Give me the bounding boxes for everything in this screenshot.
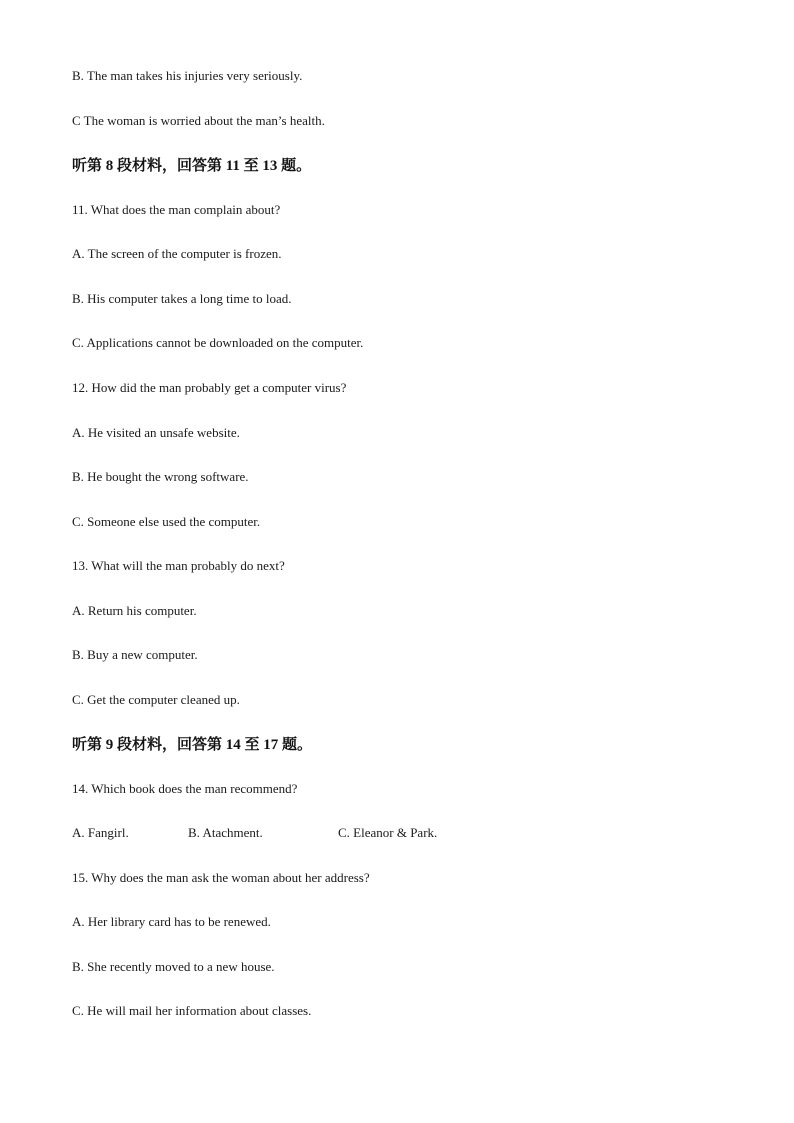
- option-c-q10: C The woman is worried about the man’s health.: [72, 113, 325, 128]
- option-c-q12: C. Someone else used the computer.: [72, 514, 261, 529]
- question-13: 13. What will the man probably do next?: [72, 558, 285, 573]
- option-c-q11: C. Applications cannot be downloaded on the computer.: [72, 335, 364, 350]
- option-a-q14: A. Fangirl.: [72, 825, 129, 840]
- question-12: 12. How did the man probably get a computer virus?: [72, 380, 347, 395]
- section-9-heading: 听第 9 段材料，回答第 14 至 17 题。: [72, 737, 313, 753]
- option-a-q11: A. The screen of the computer is frozen.: [72, 246, 282, 261]
- question-14: 14. Which book does the man recommend?: [72, 781, 298, 796]
- question-11: 11. What does the man complain about?: [72, 202, 281, 217]
- option-b-q14: B. Atachment.: [188, 825, 263, 840]
- option-b-q12: B. He bought the wrong software.: [72, 469, 249, 484]
- option-a-q13: A. Return his computer.: [72, 603, 197, 618]
- options-q14: [72, 825, 772, 841]
- option-a-q12: A. He visited an unsafe website.: [72, 425, 240, 440]
- option-c-q14: C. Eleanor & Park.: [338, 825, 438, 840]
- option-c-q13: C. Get the computer cleaned up.: [72, 692, 240, 707]
- option-b-q13: B. Buy a new computer.: [72, 647, 198, 662]
- option-a-q15: A. Her library card has to be renewed.: [72, 914, 271, 929]
- option-c-q15: C. He will mail her information about classes.: [72, 1003, 312, 1018]
- question-15: 15. Why does the man ask the woman about her address?: [72, 870, 370, 885]
- option-b-q11: B. His computer takes a long time to load.: [72, 291, 292, 306]
- section-8-heading: 听第 8 段材料，回答第 11 至 13 题。: [72, 158, 312, 174]
- option-b-q15: B. She recently moved to a new house.: [72, 959, 275, 974]
- option-b-q10: B. The man takes his injuries very seriously.: [72, 68, 303, 83]
